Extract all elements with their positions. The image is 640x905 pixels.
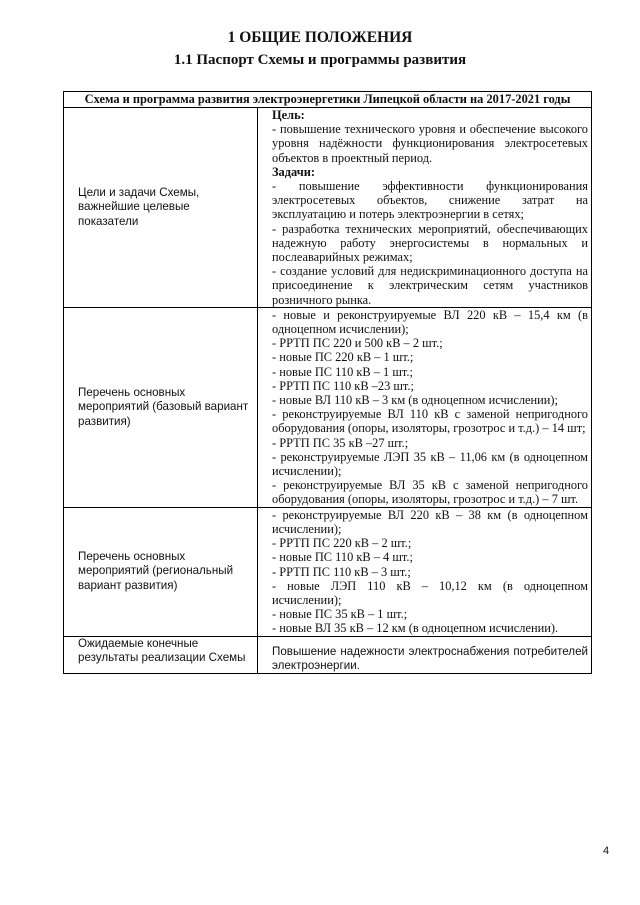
table-row-goals bbox=[64, 108, 592, 308]
row-label-goals: Цели и задачи Схемы, важнейшие целевые показатели bbox=[64, 108, 258, 308]
list-item: - повышение эффективности функционирования электросетевых объектов, снижение затрат на эксплуатацию и потерь электроэнергии в сетях; bbox=[272, 179, 588, 222]
list-item: - реконструируемые ЛЭП 35 кВ – 11,06 км (в одноцепном исчислении); bbox=[272, 449, 588, 479]
table-header-row bbox=[64, 92, 592, 108]
passport-table bbox=[63, 91, 592, 674]
list-item: - разработка технических мероприятий, обеспечивающих надежную работу энергосистемы в нормальных и послеаварийных режимах; bbox=[272, 221, 588, 265]
list-item: - РРТП ПС 220 кВ – 2 шт.; bbox=[272, 536, 412, 551]
row-content-results bbox=[258, 636, 592, 673]
list-item: - РРТП ПС 220 и 500 кВ – 2 шт.; bbox=[272, 336, 443, 351]
row-content-regional-variant bbox=[258, 507, 592, 636]
subsection-heading: 1.1 Паспорт Схемы и программы развития bbox=[173, 52, 467, 68]
list-item: - новые ПС 110 кВ – 1 шт.; bbox=[272, 364, 413, 379]
row-label-regional-variant: Перечень основных мероприятий (региональный вариант развития) bbox=[64, 507, 258, 636]
list-item: - новые ЛЭП 110 кВ – 10,12 км (в одноцепном исчислении); bbox=[272, 578, 588, 607]
list-item: - повышение технического уровня и обеспечение высокого уровня надёжности функционирования электросетевых объектов в проектный период. bbox=[272, 122, 588, 165]
section-heading: 1 ОБЩИЕ ПОЛОЖЕНИЯ bbox=[227, 29, 413, 46]
row-label-results: Ожидаемые конечные результаты реализации Схемы bbox=[64, 636, 258, 673]
results-text: Повышение надежности электроснабжения потребителей электроэнергии. bbox=[272, 644, 588, 672]
list-item: - реконструируемые ВЛ 220 кВ – 38 км (в одноцепном исчислении); bbox=[272, 507, 588, 536]
list-item: - реконструируемые ВЛ 35 кВ с заменой непригодного оборудования (опоры, изоляторы, грозотрос и т.д.) – 7 шт. bbox=[272, 478, 588, 507]
list-item: - РРТП ПС 35 кВ –27 шт.; bbox=[272, 435, 409, 450]
row-label-base-variant: Перечень основных мероприятий (базовый вариант развития) bbox=[64, 307, 258, 507]
list-item: - новые ПС 35 кВ – 1 шт.; bbox=[272, 607, 408, 622]
tasks-label: Задачи: bbox=[272, 164, 315, 179]
page-number: 4 bbox=[603, 845, 610, 857]
list-item: - РРТП ПС 110 кВ –23 шт.; bbox=[272, 378, 414, 393]
goal-label: Цель: bbox=[272, 108, 305, 122]
list-item: - новые ВЛ 35 кВ – 12 км (в одноцепном исчислении). bbox=[272, 621, 559, 636]
list-item: - новые ПС 110 кВ – 4 шт.; bbox=[272, 550, 413, 565]
list-item: - создание условий для недискриминационного доступа на присоединение к электрическим сетям участников розничного рынка. bbox=[272, 264, 588, 307]
list-item: - новые и реконструируемые ВЛ 220 кВ – 15,4 км (в одноцепном исчислении); bbox=[272, 307, 588, 337]
list-item: - новые ПС 220 кВ – 1 шт.; bbox=[272, 350, 414, 365]
row-content-base-variant bbox=[258, 307, 592, 507]
list-item: - реконструируемые ВЛ 110 кВ с заменой непригодного оборудования (опоры, изоляторы, грозотрос и т.д.) – 14 шт; bbox=[272, 407, 588, 436]
table-row-base-variant bbox=[64, 307, 592, 507]
table-header: Схема и программа развития электроэнергетики Липецкой области на 2017-2021 годы bbox=[64, 92, 592, 108]
table-row-regional-variant bbox=[64, 507, 592, 636]
list-item: - новые ВЛ 110 кВ – 3 км (в одноцепном исчислении); bbox=[272, 393, 558, 408]
row-content-goals bbox=[258, 108, 592, 308]
table-row-results bbox=[64, 636, 592, 673]
list-item: - РРТП ПС 110 кВ – 3 шт.; bbox=[272, 564, 411, 579]
